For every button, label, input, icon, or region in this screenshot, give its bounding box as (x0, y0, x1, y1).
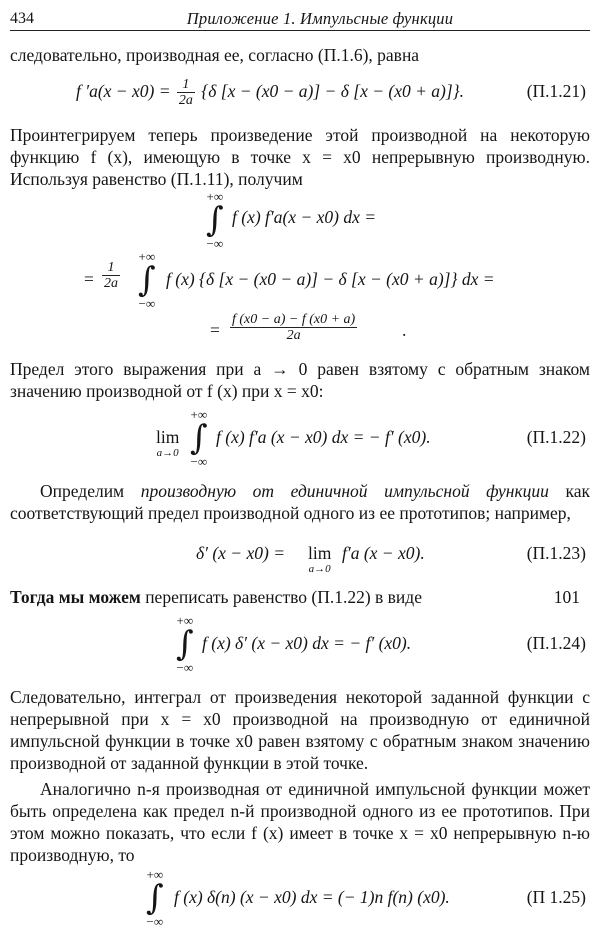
integral-sign: ∫ (146, 878, 164, 918)
defined-term: производную от единичной импульсной функции (140, 481, 549, 501)
eq-a-body: f (x) f′a(x − x0) dx = (232, 207, 377, 227)
integral-b: +∞ ∫ −∞ (138, 249, 156, 311)
paragraph-3: Предел этого выражения при a → 0 равен взятому с обратным знаком значению производной от f (x) при x = x0: (10, 359, 590, 401)
equation-chain-c: = $\frac{f (x0 - a) - f (x0 + a)}{2a}$ . (210, 312, 407, 343)
integral-eq5: +∞ ∫ −∞ (146, 867, 164, 929)
equation-chain-b: = $\frac{1}{2a}$ +∞ ∫ −∞ f (x) {δ [x − (x0 − a)] − δ [x − (x0 + a)]} dx = (84, 249, 495, 311)
eq4-body: f (x) δ′ (x − x0) dx = − f′ (x0). (202, 633, 412, 653)
page-header (10, 6, 590, 32)
paragraph-2: Проинтегрируем теперь произведение этой производной на некоторую функцию f (x), имеющую в точке x = x0 непрерывную производную. Используя равенство (П.1.11), получим (10, 125, 590, 189)
equation-p1-25 (10, 868, 590, 932)
eq5-number: (П 1.25) (526, 887, 586, 907)
eq2-number: (П.1.22) (526, 427, 586, 447)
equation-p1-21 (10, 74, 590, 108)
eq1-rhs: {δ [x − (x0 − a)] − δ [x − (x0 + a)]}. (201, 81, 465, 101)
paragraph-1: следовательно, производная ее, согласно (П.1.6), равна (10, 45, 420, 65)
eq3-number: (П.1.23) (526, 543, 586, 563)
eq3-limit: lim a→0 (308, 543, 332, 575)
integral-sign: ∫ (176, 624, 194, 664)
eq1-lhs: f ′a(x − x0) = (76, 81, 171, 101)
margin-number: 101 (553, 587, 580, 607)
running-title: Приложение 1. Импульсные функции (186, 9, 454, 28)
paragraph-6: Следовательно, интеграл от произведения некоторой заданной функции с непрерывной при x = x0 производной на производную от единичной импульсной функции в точке x0 равен взятому с обратным знаком значению производной от заданной функции в этой точке. (10, 687, 590, 773)
paragraph-4: Определим производную от единичной импульсной функции как соответствующий предел производной одного из ее прототипов; например, (10, 481, 590, 523)
paragraph-5: Тогда мы можем переписать равенство (П.1.22) в виде 101 (10, 587, 580, 607)
eq1-fraction: $\frac{1}{2a}$ (178, 77, 193, 109)
header-rule (10, 30, 590, 31)
equation-p1-24 (10, 614, 590, 676)
equation-p1-22 (10, 408, 590, 472)
eq1-number: (П.1.21) (526, 81, 586, 101)
eq3-rhs: f′a (x − x0). (342, 543, 425, 563)
eq-c-fraction: $\frac{f (x0 - a) - f (x0 + a)}{2a}$ (232, 312, 356, 343)
eq2-body: f (x) f′a (x − x0) dx = − f′ (x0). (216, 427, 431, 447)
integral-eq2: +∞ ∫ −∞ (190, 407, 208, 469)
eq3-lhs: δ′ (x − x0) = (196, 543, 286, 563)
equation-chain-a (10, 190, 590, 250)
integral-sign: ∫ (138, 260, 156, 300)
page-number: 434 (10, 10, 34, 27)
eq4-number: (П.1.24) (526, 633, 586, 653)
integral-sign: ∫ (206, 200, 224, 240)
eq-b-fraction: $\frac{1}{2a}$ (104, 260, 118, 291)
paragraph-7: Аналогично n-я производная от единичной импульсной функции может быть определена как предел n-й производной одного из ее прототипов. При этом можно показать, что если f (x) имеет в точке x = x0 непрерывную n-ю производную, то (10, 779, 590, 865)
eq-b-body: f (x) {δ [x − (x0 − a)] − δ [x − (x0 + a)]} dx = (166, 269, 495, 289)
integral-sign: ∫ (190, 418, 208, 458)
integral-a: +∞ ∫ −∞ (206, 189, 224, 251)
eq2-limit: lim a→0 (156, 427, 180, 459)
integral-eq4: +∞ ∫ −∞ (176, 613, 194, 675)
eq5-body: f (x) δ(n) (x − x0) dx = (− 1)n f(n) (x0). (174, 887, 450, 907)
equation-p1-23 (10, 540, 590, 576)
